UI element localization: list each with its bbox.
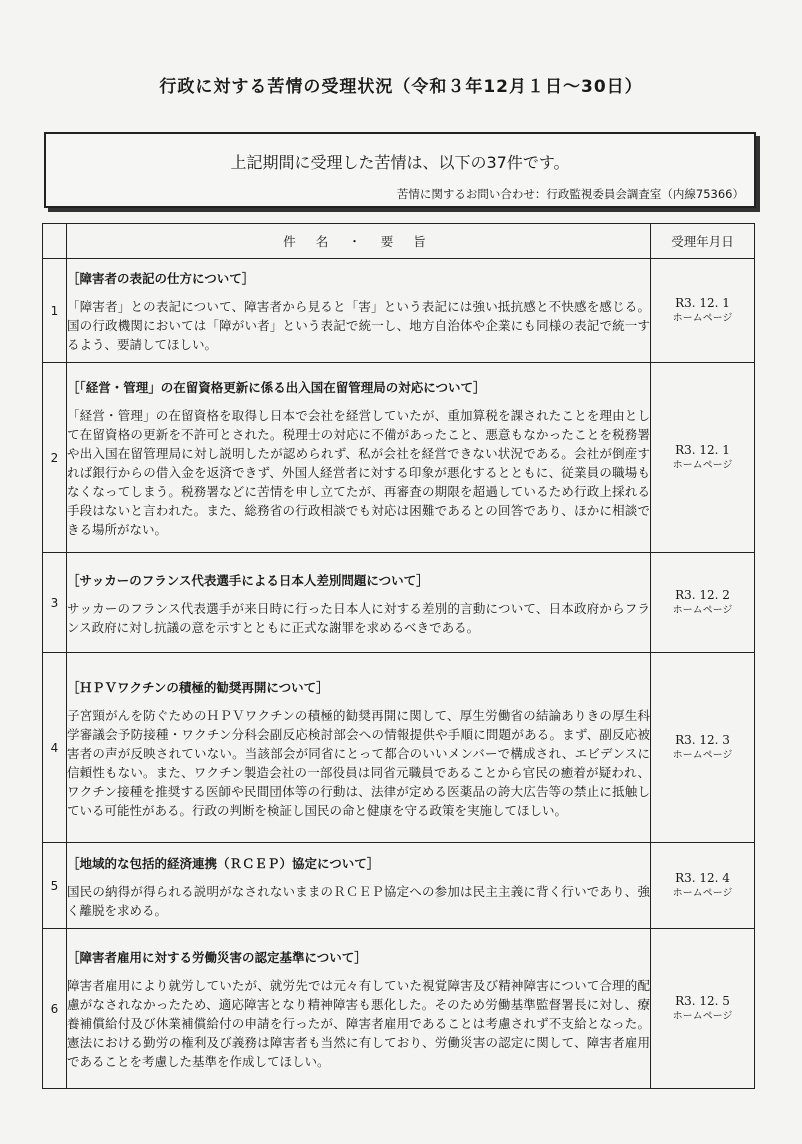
row-via: ホームページ [672,459,733,471]
complaints-table [42,223,755,1089]
row-date: R3. 12. 5 [675,993,730,1008]
row-date: R3. 12. 1 [675,442,730,457]
header-number [43,224,67,259]
row-content [67,653,651,843]
row-date: R3. 12. 2 [675,587,730,602]
row-text: 障害者雇用により就労していたが、就労先では元々有していた視覚障害及び精神障害について合理的配慮がなされなかったため、適応障害となり精神障害も悪化した。そのため労働基準監督署長に対し、療養補償給付及び休業補償給付の申請を行ったが、障害者雇用であることは考慮されず不支給となった。憲法における勤労の権利及び義務は障害者も当然に有しており、労働災害の認定に関して、障害者雇用であることを考慮した基準を作成してほしい。 [67,978,650,1069]
row-content [67,843,651,929]
row-date: R3. 12. 4 [675,870,730,885]
row-text: 子宮頸がんを防ぐためのＨＰＶワクチンの積極的勧奨再開に関して、厚生労働省の結論ありきの厚生科学審議会予防接種・ワクチン分科会副反応検討部会への情報提供や手順に問題がある。まず、副反応被害者の声が反映されていない。当該部会が同省にとって都合のいいメンバーで構成され、エビデンスに信頼性もない。また、ワクチン製造会社の一部役員は同省元職員であることから官民の癒着が疑われ、ワクチン接種を推奨する医師や民間団体等の行動は、法律が定める医薬品の誇大広告等の禁止に抵触している可能性がある。行政の判断を検証し国民の命と健康を守る政策を実施してほしい。 [67,707,650,818]
row-heading: ［サッカーのフランス代表選手による日本人差別問題について］ [67,572,429,588]
table-row [43,843,755,929]
row-date-cell [651,553,755,653]
row-number: 5 [43,843,67,929]
row-heading: ［「経営・管理」の在留資格更新に係る出入国在留管理局の対応について］ [67,380,486,395]
row-content [67,553,651,653]
row-via: ホームページ [672,604,733,616]
table-row [43,653,755,843]
header-date: 受理年月日 [651,224,755,259]
page-title: 行政に対する苦情の受理状況（令和３年12月１日～30日） [159,77,643,97]
row-heading: ［地域的な包括的経済連携（ＲＣＥＰ）協定について］ [67,855,380,871]
table-row [43,929,755,1089]
row-date-cell [651,363,755,553]
row-content [67,929,651,1089]
row-number: 4 [43,653,67,843]
row-text: 国民の納得が得られる説明がなされないままのＲＣＥＰ協定への参加は民主主義に背く行いであり、強く離脱を求める。 [67,883,650,918]
row-date: R3. 12. 3 [675,732,730,747]
row-heading: ［障害者の表記の仕方について］ [67,271,255,286]
row-date-cell [651,259,755,363]
row-date-cell [651,929,755,1089]
row-via: ホームページ [672,887,733,899]
contact-info: 苦情に関するお問い合わせ：行政監視委員会調査室（内線75366） [396,187,744,201]
summary-text: 上記期間に受理した苦情は、以下の37件です。 [230,153,570,172]
row-number: 3 [43,553,67,653]
row-date-cell [651,653,755,843]
table-header-row [43,224,755,259]
row-text: 「障害者」との表記について、障害者から見ると「害」という表記には強い抵抗感と不快感を感じる。国の行政機関においては「障がい者」という表記で統一し、地方自治体や企業にも同様の表記で統一するよう、要請してほしい。 [67,299,650,352]
row-via: ホームページ [672,1010,733,1022]
row-date-cell [651,843,755,929]
row-via: ホームページ [672,749,733,761]
row-heading: ［障害者雇用に対する労働災害の認定基準について］ [67,950,367,965]
row-text: サッカーのフランス代表選手が来日時に行った日本人に対する差別的言動について、日本政府からフランス政府に対し抗議の意を示すとともに正式な謝罪を求めるべきである。 [67,600,650,635]
table-row [43,363,755,553]
row-number: 6 [43,929,67,1089]
table-row [43,553,755,653]
row-via: ホームページ [672,312,733,324]
row-content [67,259,651,363]
header-subject: 件 名 ・ 要 旨 [67,224,651,259]
row-date: R3. 12. 1 [675,295,730,310]
row-text: 「経営・管理」の在留資格を取得し日本で会社を経営していたが、重加算税を課されたことを理由として在留資格の更新を不許可とされた。税理士の対応に不備があったこと、悪意もなかったことを税務署や出入国在留管理局に対し説明したが認められず、私が会社を経営できない状況である。会社が倒産すれば銀行からの借入金を返済できず、外国人経営者に対する印象が悪化するとともに、従業員の職場もなくなってしまう。税務署などに苦情を申し立てたが、再審査の期限を超過しているため行政上採れる手段はないと言われた。また、総務省の行政相談でも対応は困難であるとの回答であり、ほかに相談できる場所がない。 [67,408,650,537]
row-number: 1 [43,259,67,363]
table-row [43,259,755,363]
row-content [67,363,651,553]
summary-box [44,132,756,208]
row-number: 2 [43,363,67,553]
row-heading: ［ＨＰＶワクチンの積極的勧奨再開について］ [67,679,329,695]
